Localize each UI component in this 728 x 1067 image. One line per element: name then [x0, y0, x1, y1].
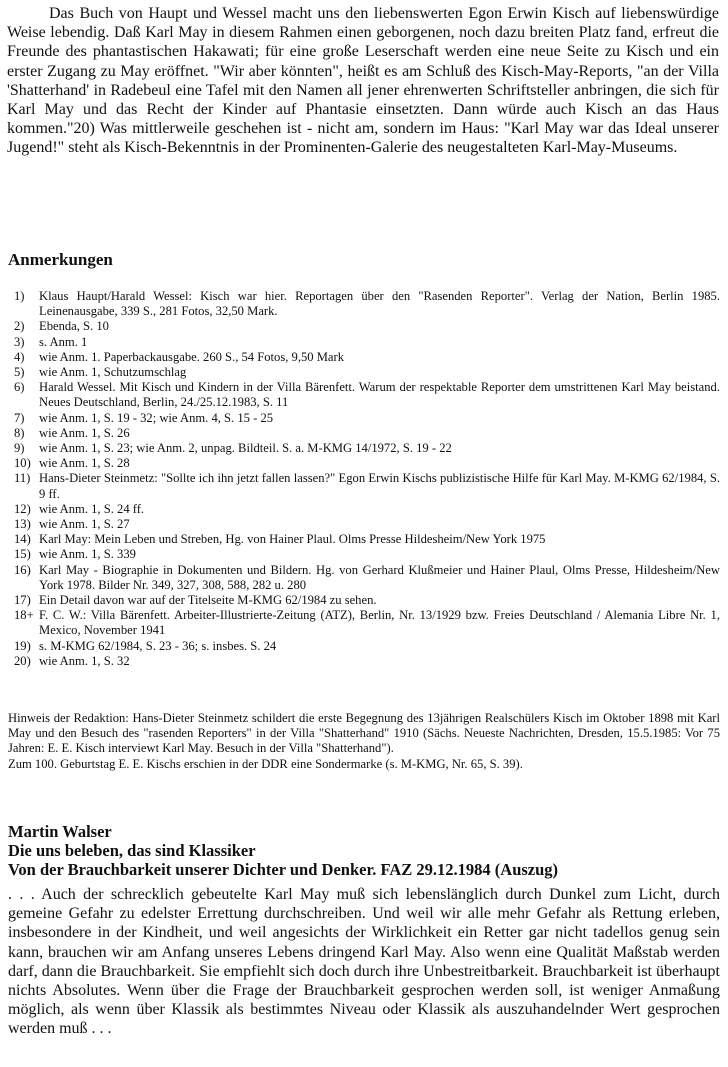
- note-text: s. Anm. 1: [39, 334, 88, 349]
- note-number: 10): [14, 456, 31, 471]
- note-text: Hans-Dieter Steinmetz: "Sollte ich ihn jetzt fallen lassen?" Egon Erwin Kischs publizistische Hilfe für Karl May. M-KMG 62/1984, S. 9 ff.: [39, 471, 720, 501]
- note-item: [8, 502, 720, 517]
- note-item: [8, 335, 720, 350]
- note-item: [8, 319, 720, 334]
- note-text: wie Anm. 1. Paperbackausgabe. 260 S., 54 Fotos, 9,50 Mark: [39, 349, 345, 364]
- note-number: 4): [14, 349, 25, 364]
- note-item: [8, 639, 720, 654]
- walser-subtitle: Von der Brauchbarkeit unserer Dichter und Denker. FAZ 29.12.1984 (Auszug): [8, 860, 559, 879]
- note-item: [8, 380, 720, 410]
- note-text: wie Anm. 1, S. 23; wie Anm. 2, unpag. Bildteil. S. a. M-KMG 14/1972, S. 19 - 22: [39, 441, 452, 456]
- walser-heading: [8, 822, 720, 879]
- note-text: F. C. W.: Villa Bärenfett. Arbeiter-Illustrierte-Zeitung (ATZ), Berlin, Nr. 13/1929 bzw. Freies Deutschland / Alemania Libre Nr. 1, Mexico, November 1941: [39, 608, 720, 638]
- note-item: [8, 563, 720, 593]
- note-text: Klaus Haupt/Harald Wessel: Kisch war hier. Reportagen über den "Rasenden Reporter". Verlag der Nation, Berlin 1985. Leinenausgabe, 339 S., 281 Fotos, 32,50 Mark.: [39, 289, 720, 319]
- note-text: Ebenda, S. 10: [39, 319, 109, 334]
- note-number: 19): [14, 638, 31, 653]
- note-item: [8, 517, 720, 532]
- note-number: 12): [14, 501, 31, 516]
- note-number: 11): [14, 471, 31, 486]
- note-text: wie Anm. 1, S. 32: [39, 653, 130, 668]
- note-number: 17): [14, 593, 31, 608]
- note-item: [8, 471, 720, 501]
- editorial-hint: Hinweis der Redaktion: Hans-Dieter Steinmetz schildert die erste Begegnung des 13jährigen Realschülers Kisch im Oktober 1898 mit Karl May und den Besuch des "rasenden Reporters" in der Villa "Shatterhand" 1910 (Sächs. Neueste Nachrichten, Dresden, 15.5.1985: Vor 75 Jahren: E. E. Kisch interviewt Karl May. Besuch in der Villa "Shatterhand").: [8, 711, 720, 756]
- intro-paragraph: Das Buch von Haupt und Wessel macht uns den liebenswerten Egon Erwin Kisch auf liebenswürdige Weise lebendig. Daß Karl May in diesem Rahmen einen geborgenen, noch dazu breiten Platz fand, erfreut die Freunde des phantastischen Hakawati; für eine große Leserschaft werden eine neue Seite zu Kisch und ein erster Zugang zu May eröffnet. "Wir aber könnten", heißt es am Schluß des Kisch-May-Reports, "an der Villa 'Shatterhand' in Radebeul eine Tafel mit den Namen all jener ehrenwerten Schriftsteller anbringen, die sich für Karl May und das Recht der Kinder auf Phantasie einsetzten. Dann würde auch Kisch an das Haus kommen."20) Was mittlerweile geschehen ist - nicht am, sondern im Haus: "Karl May war das Ideal unserer Jugend!" steht als Kisch-Bekenntnis in der Prominenten-Galerie des neugestalteten Karl-May-Museums.: [7, 5, 719, 157]
- note-text: Karl May: Mein Leben und Streben, Hg. von Hainer Plaul. Olms Presse Hildesheim/New York 1975: [39, 532, 546, 547]
- note-text: wie Anm. 1, S. 28: [39, 456, 130, 471]
- note-item: [8, 456, 720, 471]
- note-text: s. M-KMG 62/1984, S. 23 - 36; s. insbes. S. 24: [39, 638, 277, 653]
- note-text: wie Anm. 1, S. 27: [39, 517, 130, 532]
- note-number: 1): [14, 289, 25, 303]
- notes-heading: Anmerkungen: [8, 250, 113, 269]
- note-item: [8, 593, 720, 608]
- note-item: [8, 547, 720, 562]
- note-number: 8): [14, 425, 25, 440]
- note-item: [8, 365, 720, 380]
- note-number: 2): [14, 319, 25, 334]
- note-text: wie Anm. 1, S. 339: [39, 547, 136, 562]
- editorial-note: [8, 711, 720, 772]
- note-number: 6): [14, 380, 25, 395]
- notes-list: [8, 289, 720, 669]
- note-number: 20): [14, 653, 31, 668]
- note-item: [8, 441, 720, 456]
- note-number: 3): [14, 334, 25, 349]
- walser-excerpt: . . . Auch der schrecklich gebeutelte Karl May muß sich lebenslänglich durch Dunkel zum Licht, durch gemeine Gefahr zu edelster Errettung durchschreiben. Und weil wir alle mehr Gefahr als Rettung erleben, insbesondere in der Kindheit, und weil angesichts der Wirklichkeit ein Retter gar nicht tadellos genug sein kann, brauchen wir am Anfang unseres Lebens dringend Karl May. Also wenn eine Qualität Maßstab werden darf, dann die Brauchbarkeit. Sie empfiehlt sich doch durch ihre Unbestreitbarkeit. Brauchbarkeit ist überhaupt nichts Absolutes. Wenn über die Frage der Brauchbarkeit gesprochen werden soll, ist weniger Anmaßung möglich, als wenn über Klassik als bestimmtes Niveau oder Klassik als auszuhandelnder Wert gesprochen werden muß . . .: [8, 886, 720, 1038]
- note-text: wie Anm. 1, S. 24 ff.: [39, 501, 145, 516]
- note-item: [8, 654, 720, 669]
- note-text: wie Anm. 1, S. 19 - 32; wie Anm. 4, S. 15 - 25: [39, 410, 274, 425]
- note-text: wie Anm. 1, Schutzumschlag: [39, 365, 187, 380]
- walser-title: Die uns beleben, das sind Klassiker: [8, 841, 256, 860]
- note-number: 9): [14, 441, 25, 456]
- note-item: [8, 411, 720, 426]
- note-item: [8, 532, 720, 547]
- note-number: 15): [14, 547, 31, 562]
- note-number: 14): [14, 532, 31, 547]
- note-item: [8, 608, 720, 638]
- note-number: 18+: [14, 608, 34, 623]
- note-text: Ein Detail davon war auf der Titelseite M-KMG 62/1984 zu sehen.: [39, 593, 377, 608]
- note-item: [8, 426, 720, 441]
- note-number: 5): [14, 365, 25, 380]
- note-item: [8, 289, 720, 319]
- note-item: [8, 350, 720, 365]
- note-number: 13): [14, 517, 31, 532]
- note-number: 16): [14, 562, 31, 577]
- walser-author: Martin Walser: [8, 822, 112, 841]
- note-text: Karl May - Biographie in Dokumenten und Bildern. Hg. von Gerhard Klußmeier und Hainer Plaul, Olms Presse, Hildesheim/New York 1978. Bilder Nr. 349, 327, 308, 588, 282 u. 280: [39, 562, 720, 592]
- note-text: Harald Wessel. Mit Kisch und Kindern in der Villa Bärenfett. Warum der respektable Reporter dem umstrittenen Karl May beistand. Neues Deutschland, Berlin, 24./25.12.1983, S. 11: [39, 380, 720, 410]
- editorial-stamp-note: Zum 100. Geburtstag E. E. Kischs erschien in der DDR eine Sondermarke (s. M-KMG, Nr. 65, S. 39).: [8, 756, 523, 771]
- note-number: 7): [14, 410, 25, 425]
- note-text: wie Anm. 1, S. 26: [39, 425, 130, 440]
